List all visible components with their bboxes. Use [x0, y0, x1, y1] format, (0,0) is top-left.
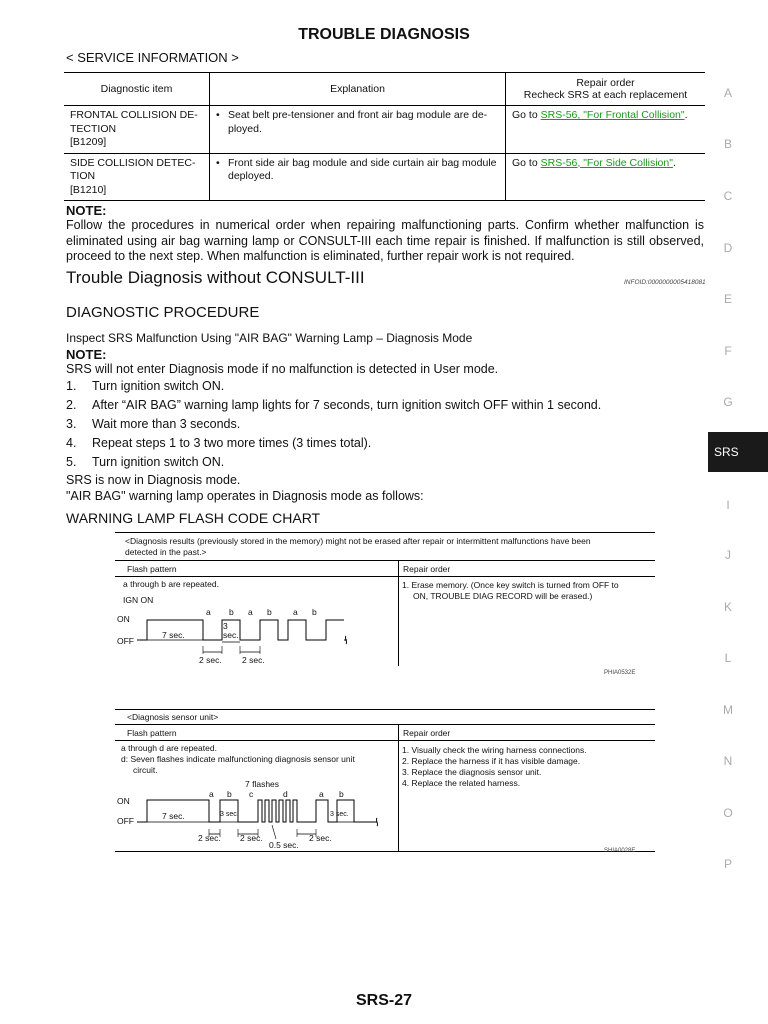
chart2-repair: 2. Replace the harness if it has visible damage. — [402, 756, 581, 766]
divider — [115, 576, 655, 577]
info-id: INFOID:0000000005418081 — [624, 279, 706, 286]
step-number: 2. — [66, 398, 77, 412]
chart1-label-b: b — [312, 607, 317, 617]
chart2-label-c: c — [249, 789, 254, 799]
chart2-05sec-pointer — [272, 825, 276, 839]
item-line: [B1209] — [70, 136, 107, 148]
row-item — [64, 106, 210, 154]
divider — [115, 851, 655, 852]
chart2-label-d: d — [283, 789, 288, 799]
flash-chart-2 — [115, 709, 655, 855]
chart1-on: ON — [117, 614, 130, 624]
repair-prefix: Go to — [512, 109, 541, 121]
note-text: Follow the procedures in numerical order when repairing malfunctioning parts. Confirm whether malfunction is eliminated using air bag warning lamp or CONSULT-III each time repair is finished. If malfunction is still observed, proceed to the next step. When malfunction is eliminated, further repair work is not required. — [66, 218, 704, 263]
header-explanation: Explanation — [210, 73, 506, 106]
chart2-label-a: a — [209, 789, 214, 799]
side-index-l[interactable]: L — [724, 651, 732, 665]
inspect-heading: Inspect SRS Malfunction Using "AIR BAG" Warning Lamp – Diagnosis Mode — [66, 331, 473, 345]
chart2-label-a: a — [319, 789, 324, 799]
row-explanation — [210, 106, 506, 154]
list-item — [66, 453, 601, 472]
step-number: 4. — [66, 436, 77, 450]
chart2-desc-l3: circuit. — [133, 765, 158, 775]
chart2-ref: SHIA0028E — [604, 848, 636, 854]
chart2-label-b: b — [339, 789, 344, 799]
chart2-caption: <Diagnosis sensor unit> — [127, 712, 219, 722]
chart1-col-repair: Repair order — [403, 564, 451, 574]
repair-prefix: Go to — [512, 156, 541, 169]
side-index-n[interactable]: N — [723, 754, 733, 768]
flash-chart-1 — [115, 532, 655, 676]
item-line: FRONTAL COLLISION DE- — [70, 109, 198, 121]
row-repair — [506, 106, 706, 154]
step-text: After “AIR BAG” warning lamp lights for 7 seconds, turn ignition switch OFF within 1 second. — [92, 398, 602, 412]
side-index-srs-active[interactable]: SRS — [708, 432, 768, 472]
chart2-repair: 4. Replace the related harness. — [402, 778, 521, 788]
diagnosis-line: "AIR BAG" warning lamp operates in Diagnosis mode as follows: — [66, 489, 424, 503]
step-number: 5. — [66, 455, 77, 469]
side-index-a[interactable]: A — [723, 86, 732, 100]
chart2-2sec: 2 sec. — [240, 833, 263, 843]
chart2-2sec: 2 sec. — [198, 833, 221, 843]
item-line: SIDE COLLISION DETEC- — [70, 156, 196, 169]
row-explanation — [210, 153, 506, 201]
divider — [115, 709, 655, 710]
diagnosis-line: SRS is now in Diagnosis mode. — [66, 473, 241, 487]
side-index-p[interactable]: P — [723, 857, 732, 871]
step-number: 1. — [66, 379, 77, 393]
column-divider — [398, 560, 399, 666]
chart1-break-mark — [344, 636, 347, 644]
divider — [115, 532, 655, 533]
repair-suffix: . — [684, 109, 688, 121]
chart2-col-repair: Repair order — [403, 728, 451, 738]
list-item — [66, 377, 601, 396]
chart1-ref: PHIA0532E — [604, 670, 636, 676]
note-heading: NOTE: — [66, 347, 107, 362]
steps-list — [66, 377, 601, 472]
chart1-col-flash: Flash pattern — [127, 564, 177, 574]
chart2-desc-l2: d: Seven flashes indicate malfunctioning diagnosis sensor unit — [121, 754, 355, 764]
side-index-c[interactable]: C — [723, 189, 733, 203]
chart1-2sec: 2 sec. — [242, 655, 265, 665]
chart1-waveform — [115, 592, 398, 664]
note-text: SRS will not enter Diagnosis mode if no malfunction is detected in User mode. — [66, 362, 499, 376]
step-text: Repeat steps 1 to 3 two more times (3 times total). — [92, 436, 372, 450]
chart1-off: OFF — [117, 636, 134, 646]
exp-line: ployed. — [228, 122, 262, 135]
chart1-label-b: b — [267, 607, 272, 617]
page-title: TROUBLE DIAGNOSIS — [298, 26, 470, 43]
side-index-f[interactable]: F — [724, 344, 732, 358]
step-text: Turn ignition switch ON. — [92, 455, 225, 469]
chart2-col-flash: Flash pattern — [127, 728, 177, 738]
item-line: [B1210] — [70, 183, 107, 196]
chart1-label-a: a — [206, 607, 211, 617]
side-index-g[interactable]: G — [723, 395, 733, 409]
item-line: TION — [70, 170, 96, 182]
table-row — [64, 106, 705, 154]
side-index-b[interactable]: B — [723, 137, 732, 151]
item-line: TECTION — [70, 122, 117, 135]
chart2-on: ON — [117, 796, 130, 806]
chart1-desc: a through b are repeated. — [123, 579, 219, 589]
header-repair-l2: Recheck SRS at each replacement — [523, 89, 688, 101]
side-index-m[interactable]: M — [723, 703, 733, 717]
chart2-desc-l1: a through d are repeated. — [121, 743, 217, 753]
chart1-label-b: b — [229, 607, 234, 617]
chart1-3sec-unit: sec. — [223, 630, 239, 640]
row-repair — [506, 153, 706, 201]
side-index-d[interactable]: D — [723, 241, 733, 255]
header-repair-l1: Repair order — [576, 77, 635, 89]
divider — [115, 724, 655, 725]
chart2-repair: 1. Visually check the wiring harness connections. — [402, 745, 587, 755]
service-info-label: < SERVICE INFORMATION > — [66, 50, 239, 65]
diagnostic-table — [64, 72, 705, 201]
chart1-caption-l1: <Diagnosis results (previously stored in the memory) might not be erased after repair or intermittent malfunctions have been — [125, 536, 591, 546]
chart1-label-a: a — [248, 607, 253, 617]
chart2-3sec: 3 sec. — [220, 811, 239, 818]
procedure-title: DIAGNOSTIC PROCEDURE — [66, 304, 260, 321]
exp-line: Front side air bag module and side curtain air bag module — [228, 156, 497, 169]
chart2-7sec: 7 sec. — [162, 811, 185, 821]
side-index-e[interactable]: E — [723, 292, 732, 306]
side-collision-link[interactable]: SRS-56, "For Side Collision" — [540, 156, 673, 169]
step-number: 3. — [66, 417, 77, 431]
page-number: SRS-27 — [355, 992, 413, 1009]
note-block — [66, 347, 706, 378]
chart1-repair-l2: ON, TROUBLE DIAG RECORD will be erased.) — [413, 591, 593, 601]
side-index-i[interactable]: I — [726, 498, 730, 512]
divider — [115, 740, 655, 741]
chart1-label-a: a — [293, 607, 298, 617]
header-diagnostic-item: Diagnostic item — [64, 73, 210, 106]
step-text: Turn ignition switch ON. — [92, 379, 225, 393]
chart2-7flashes: 7 flashes — [245, 779, 280, 789]
note-heading: NOTE: — [66, 203, 107, 218]
table-header-row — [64, 73, 705, 106]
table-row — [64, 153, 705, 201]
divider — [115, 560, 655, 561]
note-block — [66, 203, 704, 265]
side-index-j[interactable]: J — [725, 548, 731, 562]
chart1-caption-l2: detected in the past.> — [125, 547, 207, 557]
repair-suffix: . — [672, 156, 676, 169]
chart1-ign-on: IGN ON — [123, 595, 154, 605]
chart2-label-b: b — [227, 789, 232, 799]
bullet-icon: • — [216, 109, 220, 121]
chart2-2sec: 2 sec. — [309, 833, 332, 843]
exp-line: Seat belt pre-tensioner and front air bag module are de- — [228, 109, 488, 121]
side-index-k[interactable]: K — [723, 600, 732, 614]
flash-chart-title: WARNING LAMP FLASH CODE CHART — [66, 510, 321, 526]
chart1-2sec: 2 sec. — [199, 655, 222, 665]
step-text: Wait more than 3 seconds. — [92, 417, 241, 431]
frontal-collision-link[interactable]: SRS-56, "For Frontal Collision" — [540, 109, 685, 121]
list-item — [66, 434, 601, 453]
chart2-off: OFF — [117, 816, 134, 826]
list-item — [66, 415, 601, 434]
list-item — [66, 396, 601, 415]
header-repair-order — [506, 73, 706, 106]
row-item — [64, 153, 210, 201]
diagnosis-mode-text — [66, 472, 424, 504]
exp-line: deployed. — [228, 170, 274, 182]
chart2-repair: 3. Replace the diagnosis sensor unit. — [402, 767, 542, 777]
chart1-7sec: 7 sec. — [162, 630, 185, 640]
chart2-05sec: 0.5 sec. — [269, 840, 299, 850]
chart1-repair-l1: 1. Erase memory. (Once key switch is turned from OFF to — [402, 580, 619, 590]
chart1-3sec: 3 — [223, 621, 228, 631]
bullet-icon: • — [216, 156, 220, 169]
chart2-3sec: 3 sec. — [330, 811, 349, 818]
column-divider — [398, 724, 399, 851]
section-title: Trouble Diagnosis without CONSULT-III — [66, 268, 365, 287]
chart2-break-mark — [376, 818, 377, 826]
side-index-o[interactable]: O — [723, 806, 733, 820]
